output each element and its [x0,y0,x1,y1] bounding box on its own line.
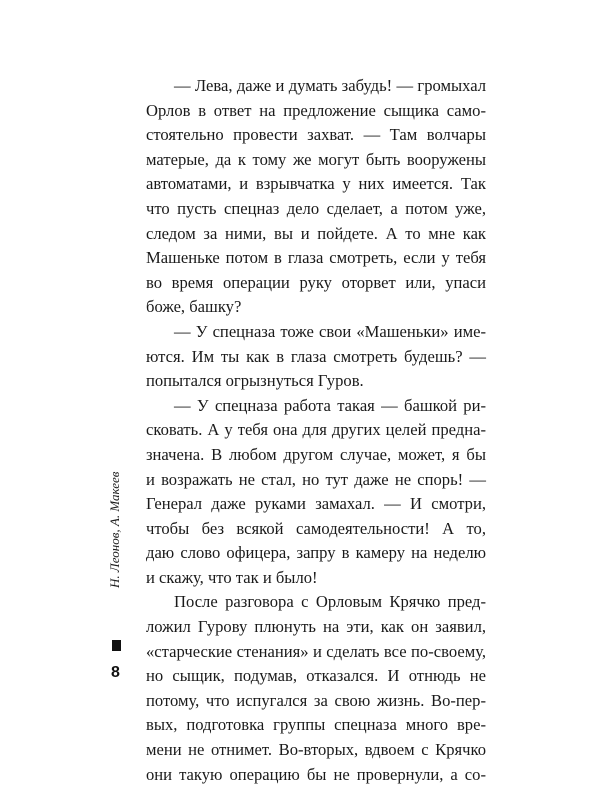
text-line: Машеньке потом в глаза смотреть, если у тебя [146,248,486,268]
text-line: боже, башку? [146,297,242,317]
text-line: попытался огрызнуться Гуров. [146,371,364,391]
text-line: значена. В любом другом случае, может, я бы [146,444,486,464]
text-line: и возражать не стал, но тут даже не спорь! — [146,469,486,489]
running-head-authors: Н. Леонов, А. Макеев [107,471,122,588]
text-line: автоматами, и взрывчатка у них имеется. Так [146,174,486,194]
page-marker [112,640,121,651]
text-line: «старческие стенания» и сделать все по-своему, [146,641,486,661]
text-line: вых, подготовка группы спецназа много вре- [146,715,486,735]
body-text [146,74,486,787]
text-line: чтобы без всякой самодеятельности! А то, [146,518,486,538]
text-line: мени не отнимет. Во-вторых, вдвоем с Крячко [146,740,486,760]
text-line: Орлов в ответ на предложение сыщика само- [146,100,486,120]
page-number: 8 [111,664,120,681]
text-line: стоятельно провести захват. — Там волчары [146,125,486,145]
text-line: потому, что испугался за свою жизнь. Во-пер- [146,690,486,710]
text-line: ются. Им ты как в глаза смотреть будешь? — [146,346,486,366]
text-line: матерые, да к тому же могут быть вооружены [146,149,486,169]
text-line: После разговора с Орловым Крячко пред- [174,592,486,612]
text-line: и скажу, что так и было! [146,567,318,587]
text-line: сковать. А у тебя она для других целей предна- [146,420,486,440]
text-line: но сыщик, подумав, отказался. И отнюдь не [146,666,486,686]
text-line: они такую операцию бы не провернули, а со- [146,764,486,784]
text-line: во время операции руку оторвет или, упаси [146,272,486,292]
text-line: что пусть спецназ дело сделает, а потом уже, [146,198,486,218]
text-line: — У спецназа тоже свои «Машеньки» име- [174,321,486,341]
text-line: ложил Гурову плюнуть на эти, как он заявил, [146,617,486,637]
text-line: — Лева, даже и думать забудь! — громыхал [174,76,486,95]
text-line: даю слово офицера, запру в камеру на неделю [146,543,486,563]
text-line: следом за ними, вы и пойдете. А то мне как [146,223,486,243]
text-line: — У спецназа работа такая — башкой ри- [174,395,486,415]
text-line: Генерал даже руками замахал. — И смотри, [146,494,486,514]
